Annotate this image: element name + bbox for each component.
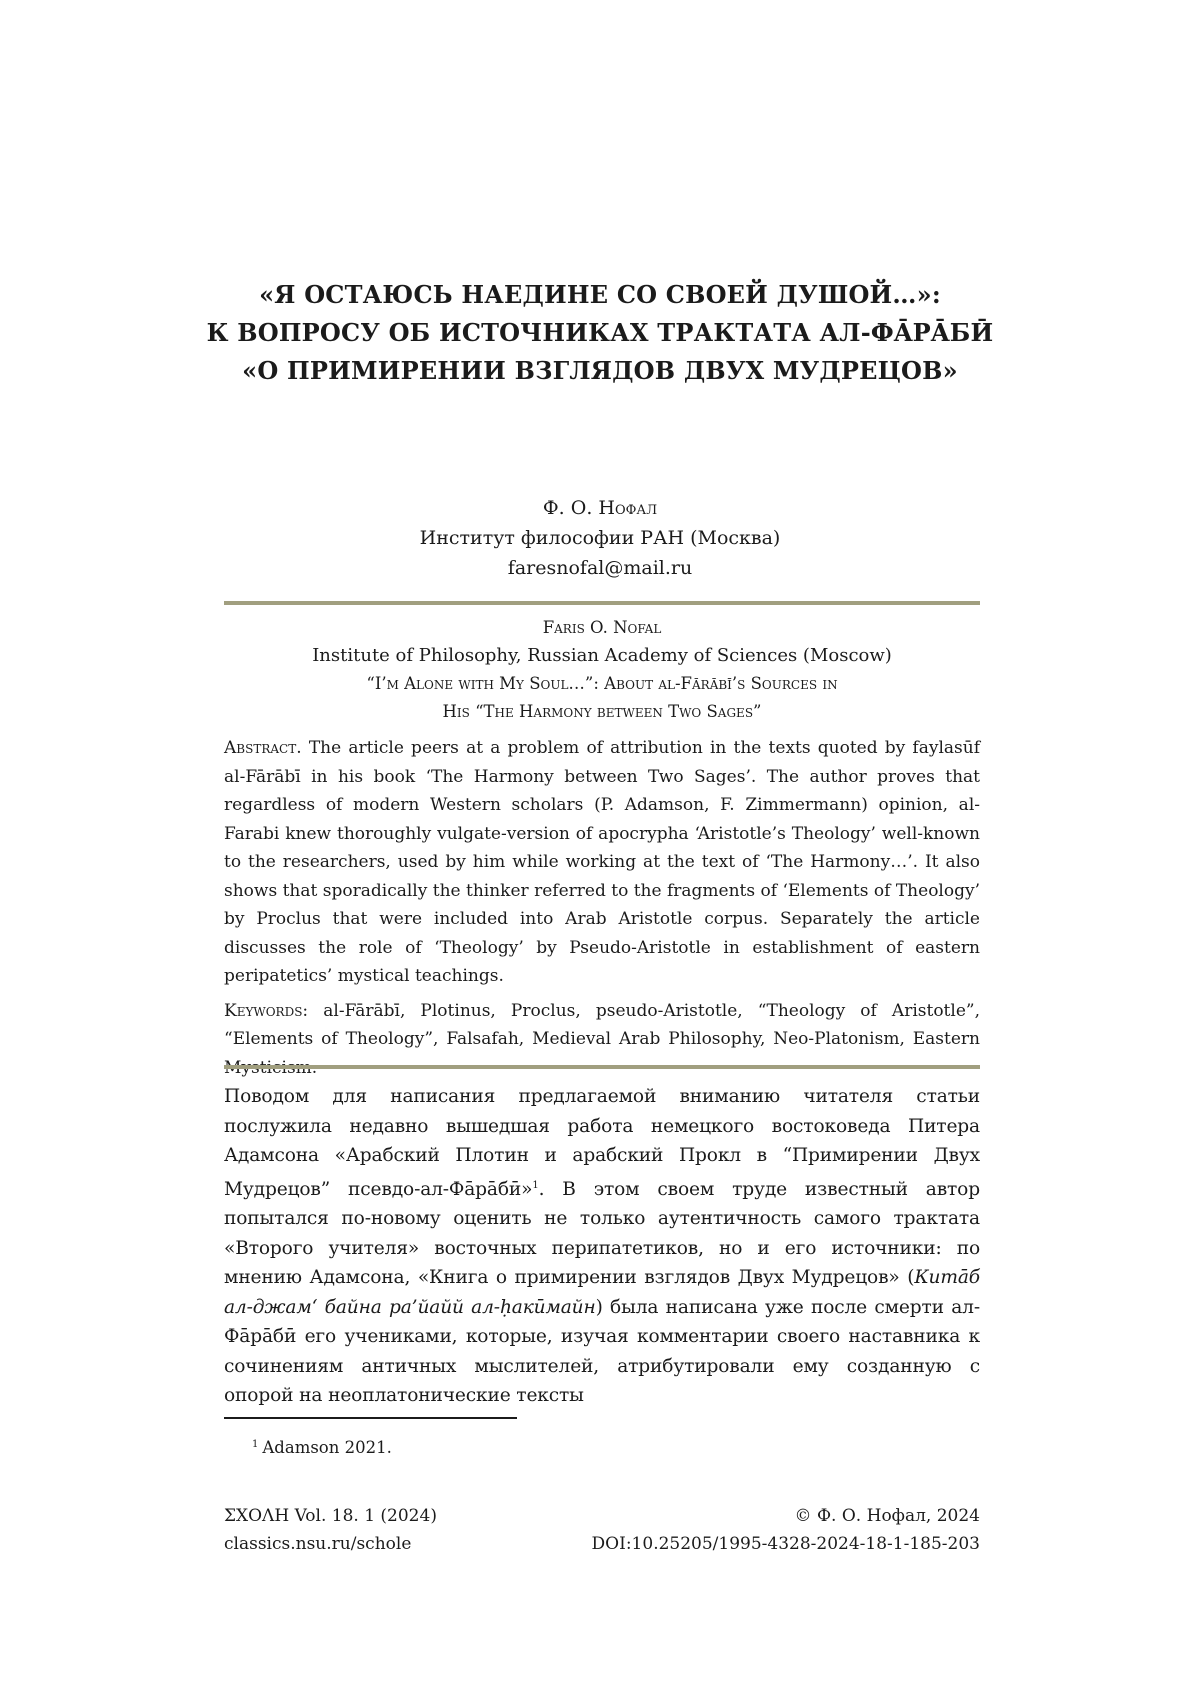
footnote-text: Adamson 2021. bbox=[262, 1438, 391, 1457]
book-title-italic: Китāб ал-джам‘ байна ра’йайй ал-ḥакӣмайн bbox=[224, 1267, 980, 1318]
author-block bbox=[0, 493, 1200, 583]
footer-right bbox=[592, 1502, 980, 1558]
footnote-ref[interactable]: 1 bbox=[532, 1180, 538, 1191]
footnote-divider bbox=[224, 1417, 517, 1419]
abstract-text: The article peers at a problem of attribution in the texts quoted by faylasūf al-Fārābī in his book ‘The Harmony between Two Sages’. The author proves that regardless of modern Western scholars (P. Adamson, F. Zimmermann) opinion, al-Farabi knew thoroughly vulgate-version of apocrypha ‘Aristotle’s Theology’ well-known to the researchers, used by him while working at the text of ‘The Harmony…’. It also shows that sporadically the thinker referred to the fragments of ‘Elements of Theology’ by Proclus that were included into Arab Aristotle corpus. Separately the article discusses the role of ‘Theology’ by Pseudo-Aristotle in establishment of eastern peripatetics’ mystical teachings. bbox=[224, 738, 980, 986]
body-text bbox=[224, 1082, 980, 1411]
abstract-section bbox=[224, 734, 980, 1082]
article-page bbox=[0, 0, 1200, 1697]
journal-info: ΣΧΟΛΗ Vol. 18. 1 (2024) bbox=[224, 1502, 437, 1530]
keywords-label: Keywords: bbox=[224, 1001, 308, 1021]
author-affiliation: Институт философии РАН (Москва) bbox=[0, 523, 1200, 553]
english-title-line-2: His “The Harmony between Two Sages” bbox=[224, 698, 980, 726]
body-text-part-1: Поводом для написания предлагаемой вниманию читателя статьи послужила недавно вышедшая работа немецкого востоковеда Питера Адамсона «Арабский Плотин и арабский Прокл в “Примирении Двух Мудрецов” псевдо-ал-Фāрāбӣ» bbox=[224, 1086, 980, 1200]
top-divider bbox=[224, 601, 980, 605]
doi[interactable]: DOI:10.25205/1995-4328-2024-18-1-185-203 bbox=[592, 1530, 980, 1558]
bottom-divider bbox=[224, 1065, 980, 1069]
english-author: Faris O. Nofal bbox=[224, 614, 980, 642]
abstract-label: Abstract. bbox=[224, 738, 302, 758]
footer-left bbox=[224, 1502, 437, 1558]
keywords-text: al-Fārābī, Plotinus, Proclus, pseudo-Aristotle, “Theology of Aristotle”, “Elements of Theology”, Falsafah, Medieval Arab Philosophy, Neo-Platonism, Eastern bbox=[224, 1001, 980, 1078]
english-title-line-1: “I’m Alone with My Soul…”: About al-Fārābī’s Sources in bbox=[224, 670, 980, 698]
title-line-3: «О ПРИМИРЕНИИ ВЗГЛЯДОВ ДВУХ МУДРЕЦОВ» bbox=[0, 352, 1200, 390]
body-text-part-3: ) была написана уже после смерти ал-Фāрāбӣ его учениками, которые, изучая комментарии своего наставника к сочинениям античных мыслителей, атрибутировали ему созданную с опорой на неоплатонические тексты bbox=[224, 1297, 980, 1407]
author-name: Ф. О. Нофал bbox=[0, 493, 1200, 523]
english-affiliation: Institute of Philosophy, Russian Academy of Sciences (Moscow) bbox=[224, 642, 980, 670]
keywords-paragraph bbox=[224, 997, 980, 1083]
body-text-part-2: . В этом своем труде известный автор попытался по-новому оценить не только аутентичность самого трактата «Второго учителя» восточных перипатетиков, но и его источники: по мнению Адамсона, «Книга о примирении взглядов Двух Мудрецов» ( bbox=[224, 1179, 980, 1289]
author-email[interactable]: faresnofal@mail.ru bbox=[0, 553, 1200, 583]
journal-website[interactable]: classics.nsu.ru/schole bbox=[224, 1530, 437, 1558]
title-line-1: «Я ОСТАЮСЬ НАЕДИНЕ СО СВОЕЙ ДУШОЙ…»: bbox=[0, 276, 1200, 314]
article-title bbox=[0, 276, 1200, 390]
footnote bbox=[252, 1433, 392, 1460]
footnote-number: 1 bbox=[252, 1439, 258, 1450]
copyright: © Ф. О. Нофал, 2024 bbox=[592, 1502, 980, 1530]
abstract-paragraph bbox=[224, 734, 980, 991]
title-line-2: К ВОПРОСУ ОБ ИСТОЧНИКАХ ТРАКТАТА АЛ-ФĀРĀБӢ bbox=[0, 314, 1200, 352]
english-header bbox=[224, 614, 980, 726]
body-paragraph bbox=[224, 1082, 980, 1411]
